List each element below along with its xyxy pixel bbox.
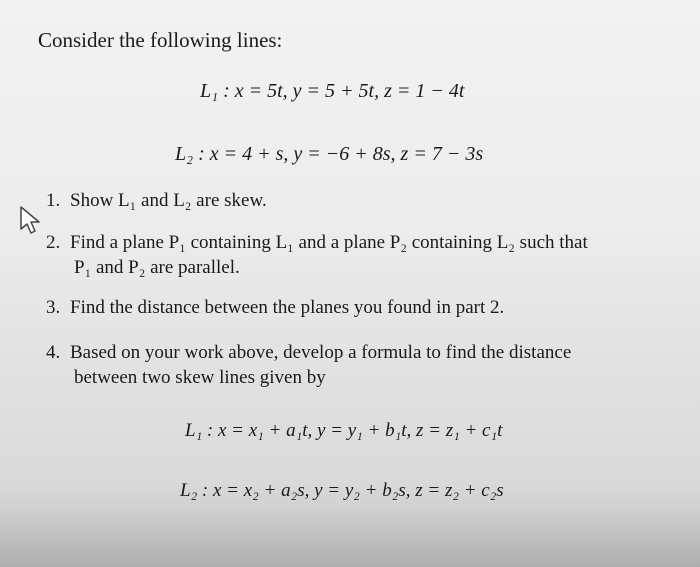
- item-text: Show L₁ and L₂ are skew.: [70, 190, 267, 211]
- item-text: Find a plane P₁ containing L₁ and a plane P₂ containing L₂ such that: [70, 232, 588, 253]
- item-number: 1.: [46, 190, 61, 211]
- list-item-1: [46, 190, 267, 212]
- item-text: Based on your work above, develop a formula to find the distance: [70, 342, 572, 363]
- item-number: 3.: [46, 297, 61, 318]
- list-item-3: [46, 297, 504, 319]
- list-item-2-continuation: P₁ and P₂ are parallel.: [74, 257, 240, 278]
- list-item-4: [46, 342, 571, 364]
- intro-text: Consider the following lines:: [38, 28, 283, 52]
- equation-general-l1: L₁ : x = x₁ + a₁t, y = y₁ + b₁t, z = z₁ + c₁t: [185, 420, 503, 441]
- list-item-4-continuation: between two skew lines given by: [74, 367, 326, 388]
- item-text: Find the distance between the planes you found in part 2.: [70, 297, 505, 318]
- equation-general-l2: L₂ : x = x₂ + a₂s, y = y₂ + b₂s, z = z₂ + c₂s: [180, 480, 504, 501]
- mouse-pointer-icon: [18, 205, 44, 235]
- item-number: 4.: [46, 342, 61, 363]
- list-item-2: [46, 232, 588, 254]
- equation-l1: L₁ : x = 5t, y = 5 + 5t, z = 1 − 4t: [200, 80, 465, 102]
- photo-shadow: [0, 507, 700, 567]
- item-number: 2.: [46, 232, 61, 253]
- equation-l2: L₂ : x = 4 + s, y = −6 + 8s, z = 7 − 3s: [175, 143, 484, 165]
